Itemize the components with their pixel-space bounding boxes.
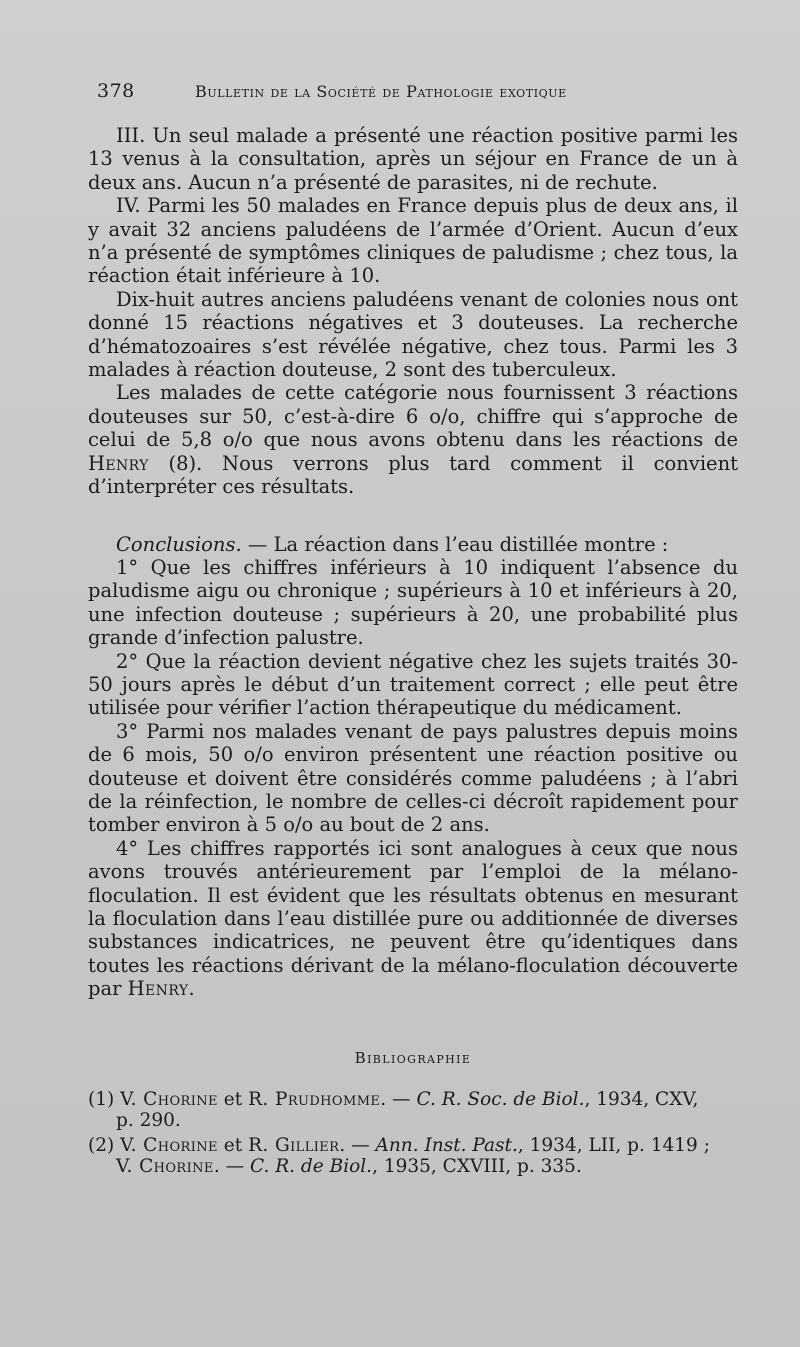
paragraph-group-iv: IV. Parmi les 50 malades en France depuis plus de deux ans, il y avait 32 anciens paludéens de l’armée d’Orient. Aucun d’eux n’a présenté de symptômes cliniques de paludisme ; chez tous, la réaction était inférieure à 10. (88, 194, 738, 288)
ref-conjunction: et (217, 1134, 249, 1156)
body-text (88, 124, 738, 1177)
conclusion-4-end: . (188, 977, 195, 1001)
paragraph-text: Les malades de cette catégorie nous fournissent 3 réactions douteuses sur 50, c’est-à-dire 6 o/o, chiffre qui s’approche de celui de 5,8 o/o que nous avons obtenu dans les réactions de (88, 381, 738, 452)
ref-details: , 1934, LII, p. 1419 ; (517, 1134, 710, 1156)
ref-separator: . — (380, 1088, 417, 1110)
conclusion-3: 3° Parmi nos malades venant de pays palustres depuis moins de 6 mois, 50 o/o environ présentent une réaction positive ou douteuse et doivent être considérés comme paludéens ; à l’abri de la réinfection, le nombre de celles-ci décroît rapidement pour tomber environ à 5 o/o au bout de 2 ans. (88, 719, 738, 837)
ref-journal: C. R. Soc. de Biol. (416, 1088, 585, 1110)
conclusions-title: Conclusions. (116, 532, 242, 556)
bibliography-heading: Bibliographie (354, 1048, 472, 1067)
running-title: Bulletin de la Société de Pathologie exotique (195, 82, 567, 101)
bibliography-ref-2 (88, 1135, 738, 1177)
paragraph-colonial-patients: Dix-huit autres anciens paludéens venant de colonies nous ont donné 15 réactions négatives et 3 douteuses. La recherche d’hématozoaires s’est révélée négative, chez tous. Parmi les 3 malades à réaction douteuse, 2 sont des tuberculeux. (88, 287, 738, 382)
ref-details: , 1935, CXVIII, p. 335. (372, 1155, 582, 1177)
page-header (97, 80, 745, 104)
ref-author: R. Gillier (248, 1134, 340, 1156)
conclusion-4-text: 4° Les chiffres rapportés ici sont analogues à ceux que nous avons trouvés antérieurement par l’emploi de la mélano-floculation. Il est évident que les résultats obtenus en mesurant la floculation dans l’eau distillée pure ou additionnée de diverses substances indicatrices, ne peuvent être qu’identiques dans toutes les réactions dérivant de la mélano-floculation découverte par (88, 836, 738, 1001)
ref-author: V. Chorine (116, 1155, 214, 1177)
ref-separator: . — (213, 1155, 250, 1177)
conclusion-4 (88, 837, 738, 1001)
ref-separator: . — (339, 1134, 376, 1156)
conclusion-1: 1° Que les chiffres inférieurs à 10 indiquent l’absence du paludisme aigu ou chronique ; supérieurs à 10 et inférieurs à 20, une infection douteuse ; supérieurs à 20, une probabilité plus grande d’infection palustre. (88, 555, 738, 650)
author-name: Henry (127, 977, 189, 1001)
paragraph-text: (8). Nous verrons plus tard comment il convient d’interpréter ces résultats. (88, 451, 738, 499)
ref-number: (2) (88, 1134, 121, 1156)
ref-line (88, 1088, 738, 1110)
paragraph-group-iii: III. Un seul malade a présenté une réaction positive parmi les 13 venus à la consultation, après un séjour en France de un à deux ans. Aucun n’a présenté de parasites, ni de rechute. (88, 124, 738, 194)
ref-line (88, 1134, 738, 1156)
ref-number: (1) (88, 1088, 121, 1110)
page-number: 378 (97, 80, 135, 102)
ref-journal: C. R. de Biol. (249, 1155, 373, 1177)
author-name: Henry (88, 451, 149, 475)
ref-conjunction: et (217, 1088, 249, 1110)
ref-details: , 1934, CXV, (584, 1088, 699, 1110)
ref-author: V. Chorine (120, 1134, 218, 1156)
ref-author: R. Prudhomme (248, 1088, 381, 1110)
ref-continuation (116, 1156, 738, 1177)
conclusion-2: 2° Que la réaction devient négative chez les sujets traités 30-50 jours après le début d’un traitement correct ; elle peut être utilisée pour vérifier l’action thérapeutique du médicament. (88, 649, 738, 720)
conclusions-intro-text: — La réaction dans l’eau distillée montre : (241, 532, 669, 556)
paragraph-category-summary (88, 381, 738, 498)
bibliography-ref-1 (88, 1089, 738, 1131)
ref-continuation: p. 290. (116, 1109, 181, 1131)
conclusions-intro (88, 533, 738, 556)
conclusions-section (88, 533, 738, 1001)
ref-author: V. Chorine (120, 1088, 218, 1110)
ref-journal: Ann. Inst. Past. (375, 1134, 518, 1156)
